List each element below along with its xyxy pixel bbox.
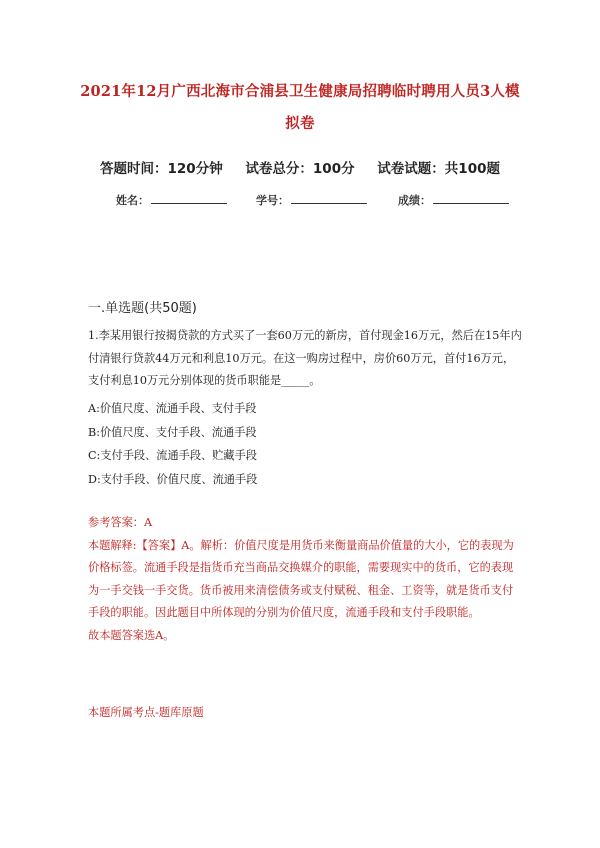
option-d: D:支付手段、价值尺度、流通手段 <box>88 472 258 486</box>
question-text: 1.李某用银行按揭贷款的方式买了一套60万元的新房，首付现金16万元，然后在15年内付清银行贷款44万元和利息10万元。在这一购房过程中，房价60万元，首付16万元，支付利息10万元分别体现的货币职能是_____。 <box>88 329 522 387</box>
option-b: B:价值尺度、支付手段、流通手段 <box>88 425 257 439</box>
exam-time: 答题时间：120分钟 <box>100 161 223 177</box>
name-label: 姓名： <box>116 194 149 207</box>
exam-info-row <box>0 157 600 177</box>
option-c: C:支付手段、流通手段、贮藏手段 <box>88 449 257 462</box>
answer-explanation: 本题解释:【答案】A。解析：价值尺度是用货币来衡量商品价值量的大小，它的表现为价格标签。流通手段是指货币充当商品交换媒介的职能，需要现实中的货币，它的表现为一手交钱一手交货。货币被用来清偿债务或支付赋税、租金、工资等，就是货币支付手段的职能。因此题目中所体现的分别为价值尺度，流通手段和支付手段职能。 <box>88 538 514 619</box>
reference-answer: 参考答案：A <box>88 516 153 529</box>
id-label: 学号： <box>256 194 289 207</box>
question-options <box>88 397 524 491</box>
id-field <box>256 192 367 208</box>
score-field <box>398 192 509 208</box>
question-source: 本题所属考点-题库原题 <box>88 706 204 719</box>
exam-total-score: 试卷总分：100分 <box>245 161 355 177</box>
answer-block <box>88 512 524 647</box>
score-blank-line <box>433 193 509 204</box>
score-label: 成绩： <box>398 194 431 207</box>
name-field <box>116 192 227 208</box>
exam-title: 2021年12月广西北海市合浦县卫生健康局招聘临时聘用人员3人模拟卷 <box>80 83 520 132</box>
section-heading: 一.单选题(共50题) <box>88 301 197 316</box>
option-a: A:价值尺度、流通手段、支付手段 <box>88 402 257 415</box>
exam-question-count: 试卷试题：共100题 <box>377 161 500 177</box>
id-blank-line <box>291 193 367 204</box>
name-blank-line <box>151 193 227 204</box>
answer-conclusion: 故本题答案选A。 <box>88 628 175 642</box>
